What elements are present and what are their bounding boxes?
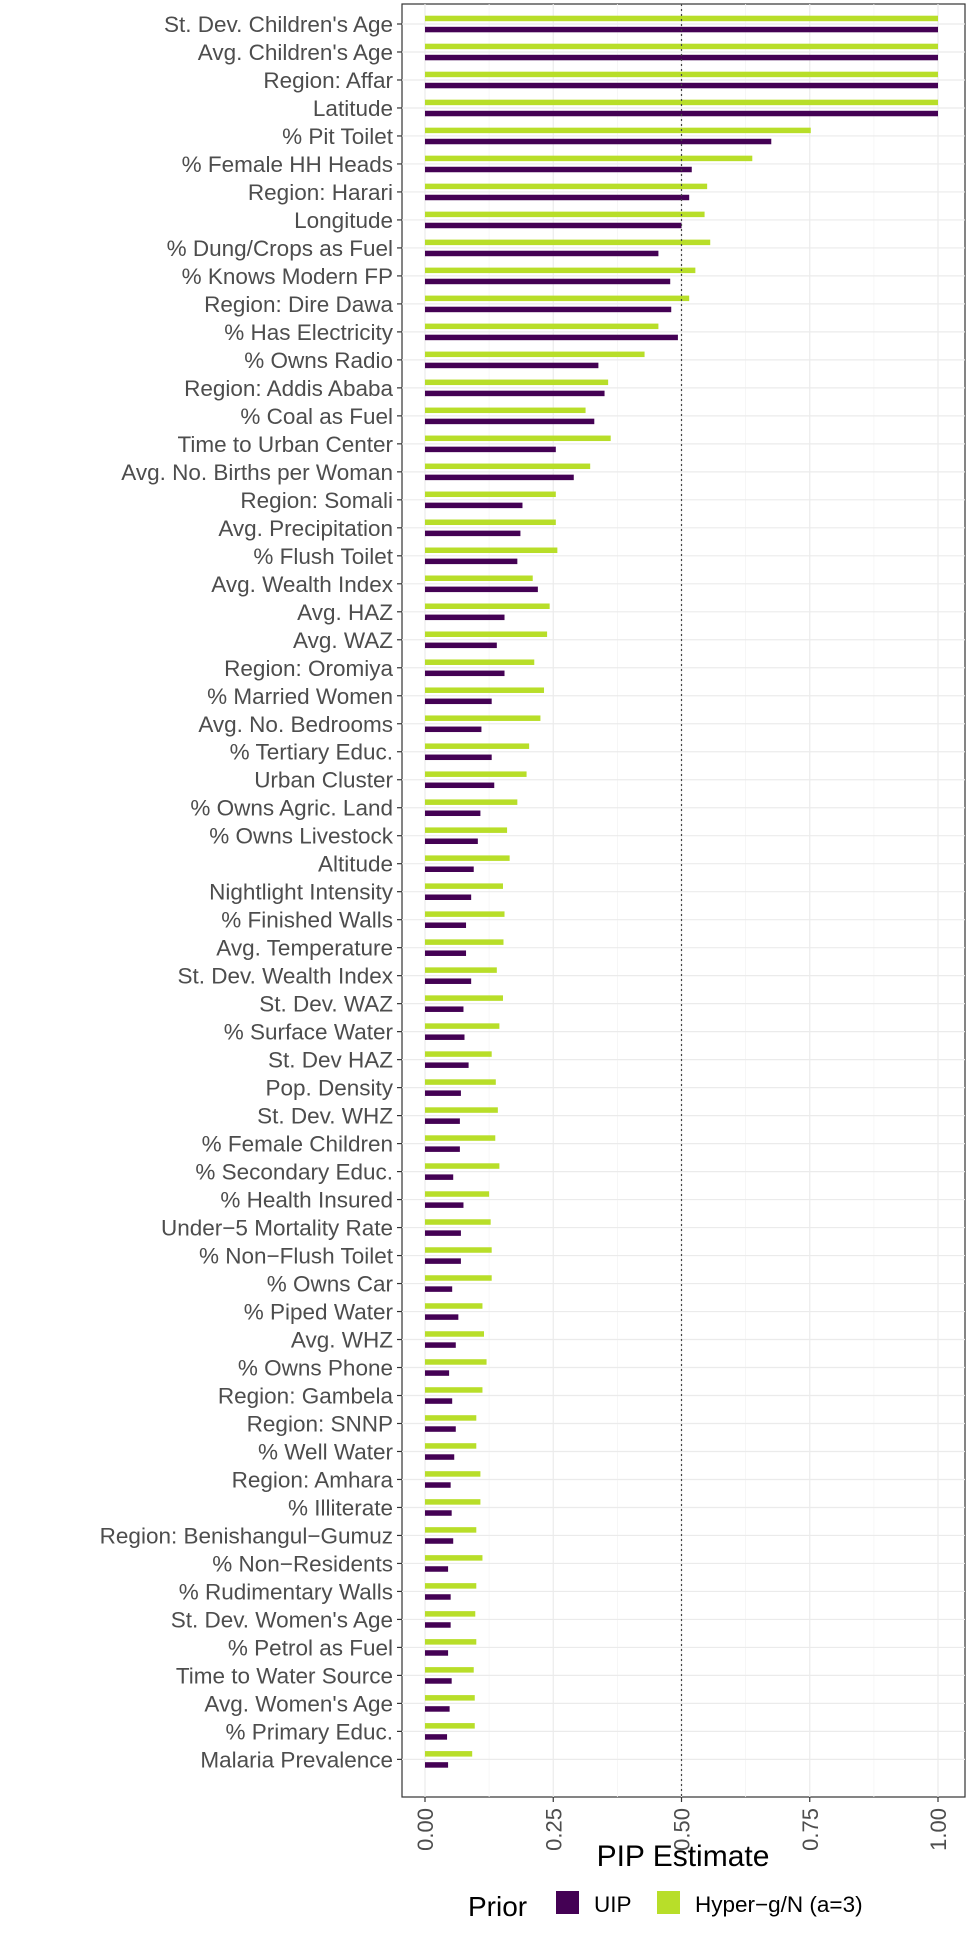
bar-uip xyxy=(425,1510,452,1516)
bar-hyper-g xyxy=(425,1359,487,1365)
bar-uip xyxy=(425,1454,454,1460)
y-axis-label: Region: Addis Ababa xyxy=(184,375,393,401)
y-axis-label: St. Dev. WAZ xyxy=(259,991,393,1017)
bar-uip xyxy=(425,1258,461,1264)
bar-hyper-g xyxy=(425,603,550,609)
bar-uip xyxy=(425,1202,463,1208)
y-axis-label: Region: Benishangul−Gumuz xyxy=(99,1523,393,1549)
bar-uip xyxy=(425,1342,456,1348)
bar-hyper-g xyxy=(425,1499,480,1505)
bar-uip xyxy=(425,447,556,453)
y-axis-label: % Illiterate xyxy=(287,1495,393,1521)
bar-hyper-g xyxy=(425,1527,476,1533)
y-axis-label: Pop. Density xyxy=(265,1075,393,1101)
bar-hyper-g xyxy=(425,1051,492,1057)
bar-uip xyxy=(425,1706,450,1712)
bar-uip xyxy=(425,811,480,817)
y-axis-label: % Finished Walls xyxy=(221,907,393,933)
bar-hyper-g xyxy=(425,212,705,218)
x-tick-label: 0.25 xyxy=(541,1808,567,1851)
bar-hyper-g xyxy=(425,1387,482,1393)
y-axis-label: St. Dev. WHZ xyxy=(257,1103,393,1129)
bar-hyper-g xyxy=(425,576,533,582)
bar-uip xyxy=(425,727,481,733)
y-axis-label: Latitude xyxy=(312,95,393,121)
bar-uip xyxy=(425,279,670,285)
bar-hyper-g xyxy=(425,1611,475,1617)
bar-hyper-g xyxy=(425,520,556,526)
y-axis-label: Region: Oromiya xyxy=(224,655,393,681)
y-axis-label: % Owns Phone xyxy=(237,1355,393,1381)
y-axis-label: Malaria Prevalence xyxy=(200,1747,393,1773)
bar-uip xyxy=(425,475,574,481)
bar-hyper-g xyxy=(425,1247,492,1253)
y-axis-label: % Owns Agric. Land xyxy=(190,795,393,821)
bar-hyper-g xyxy=(425,1163,499,1169)
bar-uip xyxy=(425,978,471,984)
bar-uip xyxy=(425,671,505,677)
bar-hyper-g xyxy=(425,436,611,442)
y-axis-label: Region: Dire Dawa xyxy=(204,291,393,317)
x-tick-label: 0.00 xyxy=(413,1808,438,1851)
y-axis-label: Avg. Precipitation xyxy=(218,515,393,541)
bar-hyper-g xyxy=(425,548,557,554)
y-axis-label: Time to Urban Center xyxy=(177,431,393,457)
y-axis-label: % Surface Water xyxy=(223,1019,393,1045)
y-axis-label: Avg. Temperature xyxy=(216,935,393,961)
bar-uip xyxy=(425,503,522,509)
legend xyxy=(468,1891,863,1922)
bar-hyper-g xyxy=(425,1079,496,1085)
bar-uip xyxy=(425,363,598,369)
y-axis-label: % Primary Educ. xyxy=(225,1719,393,1745)
bar-uip xyxy=(425,1006,463,1012)
x-tick-label: 1.00 xyxy=(926,1808,951,1851)
bar-hyper-g xyxy=(425,1583,476,1589)
x-tick-label: 0.75 xyxy=(797,1808,823,1851)
bar-uip xyxy=(425,755,492,761)
y-axis-label: % Pit Toilet xyxy=(282,123,393,149)
bar-uip xyxy=(425,251,658,257)
bar-hyper-g xyxy=(425,156,752,162)
bar-hyper-g xyxy=(425,939,503,945)
y-axis-label: Region: Gambela xyxy=(217,1383,393,1409)
bar-hyper-g xyxy=(425,715,540,721)
bar-uip xyxy=(425,1146,460,1152)
bar-hyper-g xyxy=(425,631,547,637)
bar-hyper-g xyxy=(425,240,710,246)
y-axis-label: % Owns Radio xyxy=(244,347,393,373)
x-tick-label: 0.50 xyxy=(669,1808,695,1851)
y-axis-label: % Owns Livestock xyxy=(209,823,393,849)
y-axis-label: Avg. Wealth Index xyxy=(211,571,393,597)
bar-hyper-g xyxy=(425,380,608,386)
bar-hyper-g xyxy=(425,1667,474,1673)
bar-uip xyxy=(425,1678,452,1684)
bar-hyper-g xyxy=(425,1107,498,1113)
bar-hyper-g xyxy=(425,1415,476,1421)
bar-uip xyxy=(425,615,505,621)
bar-hyper-g xyxy=(425,1023,499,1029)
y-axis-label: Region: Harari xyxy=(247,179,393,205)
bar-hyper-g xyxy=(425,408,586,414)
bar-hyper-g xyxy=(425,1219,491,1225)
y-axis-label: Urban Cluster xyxy=(254,767,393,793)
bar-uip xyxy=(425,1314,458,1320)
bar-hyper-g xyxy=(425,1135,495,1141)
bar-uip xyxy=(425,1566,448,1572)
bar-uip xyxy=(425,922,466,928)
bar-hyper-g xyxy=(425,659,534,665)
legend-title: Prior xyxy=(468,1891,528,1922)
bar-uip xyxy=(425,1370,449,1376)
y-axis-label: Region: Affar xyxy=(263,67,393,93)
y-axis-label: % Coal as Fuel xyxy=(240,403,393,429)
bar-hyper-g xyxy=(425,827,507,833)
bar-uip xyxy=(425,1286,452,1292)
y-axis-label: Avg. Women's Age xyxy=(204,1691,393,1717)
bar-uip xyxy=(425,1174,453,1180)
bar-hyper-g xyxy=(425,1555,482,1561)
y-axis-label: % Rudimentary Walls xyxy=(178,1579,393,1605)
y-axis-label: % Non−Flush Toilet xyxy=(198,1243,393,1269)
y-axis-label: % Non−Residents xyxy=(212,1551,393,1577)
bar-hyper-g xyxy=(425,883,503,889)
y-axis-label: Avg. WHZ xyxy=(290,1327,393,1353)
y-axis-label: % Has Electricity xyxy=(224,319,393,345)
bar-hyper-g xyxy=(425,296,689,302)
y-axis-labels xyxy=(100,12,402,1772)
y-axis-label: % Health Insured xyxy=(220,1187,393,1213)
y-axis-label: Longitude xyxy=(294,207,393,233)
bar-uip xyxy=(425,587,538,593)
bar-hyper-g xyxy=(425,464,590,470)
bar-uip xyxy=(425,419,594,425)
bar-uip xyxy=(425,391,605,397)
y-axis-label: Avg. No. Births per Woman xyxy=(121,459,393,485)
y-axis-label: % Petrol as Fuel xyxy=(227,1635,393,1661)
bar-hyper-g xyxy=(425,771,527,777)
bar-uip xyxy=(425,1482,451,1488)
bar-uip xyxy=(425,839,478,845)
y-axis-label: % Female Children xyxy=(201,1131,393,1157)
bar-uip xyxy=(425,783,494,789)
x-axis-title: PIP Estimate xyxy=(596,1840,770,1873)
bar-uip xyxy=(425,223,682,229)
bar-hyper-g xyxy=(425,1303,482,1309)
bar-uip xyxy=(425,1426,456,1432)
bar-hyper-g xyxy=(425,1191,489,1197)
bar-hyper-g xyxy=(425,687,544,693)
bar-uip xyxy=(425,1062,469,1068)
legend-swatch-uip xyxy=(556,1891,579,1914)
bar-uip xyxy=(425,894,471,900)
y-axis-label: % Secondary Educ. xyxy=(195,1159,393,1185)
bar-uip xyxy=(425,1762,448,1768)
bar-uip xyxy=(425,1622,451,1628)
bar-hyper-g xyxy=(425,1639,476,1645)
y-axis-label: % Tertiary Educ. xyxy=(229,739,393,765)
bar-uip xyxy=(425,531,520,537)
y-axis-label: % Married Women xyxy=(207,683,393,709)
legend-label-uip: UIP xyxy=(594,1892,632,1917)
bar-uip xyxy=(425,1398,452,1404)
bar-hyper-g xyxy=(425,1723,475,1729)
y-axis-label: % Well Water xyxy=(257,1439,393,1465)
y-axis-label: St. Dev. Women's Age xyxy=(170,1607,393,1633)
bar-uip xyxy=(425,307,671,313)
bar-hyper-g xyxy=(425,911,505,917)
bar-hyper-g xyxy=(425,1751,472,1757)
bar-uip xyxy=(425,1734,447,1740)
y-axis-label: % Dung/Crops as Fuel xyxy=(166,235,393,261)
y-axis-label: St. Dev. Children's Age xyxy=(164,12,393,37)
bar-hyper-g xyxy=(425,1275,492,1281)
bar-uip xyxy=(425,699,492,705)
bar-uip xyxy=(425,195,689,201)
bar-uip xyxy=(425,1118,460,1124)
legend-swatch-hyper-g xyxy=(657,1891,680,1914)
bar-hyper-g xyxy=(425,967,497,973)
bar-hyper-g xyxy=(425,128,811,134)
bar-uip xyxy=(425,1594,451,1600)
y-axis-label: Region: Somali xyxy=(240,487,393,513)
bar-hyper-g xyxy=(425,743,529,749)
bar-uip xyxy=(425,950,466,956)
bar-uip xyxy=(425,335,678,341)
bar-hyper-g xyxy=(425,799,517,805)
bar-uip xyxy=(425,1650,448,1656)
bar-uip xyxy=(425,559,517,565)
bar-hyper-g xyxy=(425,1443,476,1449)
bar-hyper-g xyxy=(425,855,510,861)
bar-uip xyxy=(425,167,692,173)
y-axis-label: Nightlight Intensity xyxy=(209,879,393,905)
y-axis-label: % Piped Water xyxy=(243,1299,393,1325)
y-axis-label: Avg. No. Bedrooms xyxy=(198,711,393,737)
y-axis-label: % Owns Car xyxy=(266,1271,393,1297)
y-axis-label: Avg. HAZ xyxy=(297,599,393,625)
bar-hyper-g xyxy=(425,268,695,274)
bar-uip xyxy=(425,1230,461,1236)
bar-uip xyxy=(425,1538,453,1544)
bar-uip xyxy=(425,1034,465,1040)
bar-hyper-g xyxy=(425,324,658,330)
bar-uip xyxy=(425,139,771,145)
y-axis-label: St. Dev HAZ xyxy=(267,1047,393,1073)
bar-hyper-g xyxy=(425,1331,484,1337)
y-axis-label: St. Dev. Wealth Index xyxy=(177,963,393,989)
bar-uip xyxy=(425,1090,461,1096)
bar-hyper-g xyxy=(425,995,503,1001)
bar-uip xyxy=(425,867,474,873)
y-axis-label: Altitude xyxy=(317,851,393,877)
bar-hyper-g xyxy=(425,1695,475,1701)
y-axis-label: Under−5 Mortality Rate xyxy=(161,1215,393,1241)
y-axis-label: % Knows Modern FP xyxy=(181,263,393,289)
y-axis-label: % Flush Toilet xyxy=(253,543,393,569)
y-axis-label: % Female HH Heads xyxy=(181,151,393,177)
bar-hyper-g xyxy=(425,1471,480,1477)
bar-hyper-g xyxy=(425,352,645,358)
bar-hyper-g xyxy=(425,184,707,190)
y-axis-label: Region: SNNP xyxy=(246,1411,393,1437)
y-axis-label: Time to Water Source xyxy=(175,1663,393,1689)
y-axis-label: Avg. WAZ xyxy=(292,627,393,653)
y-axis-label: Region: Amhara xyxy=(231,1467,393,1493)
legend-label-hyper-g: Hyper−g/N (a=3) xyxy=(695,1892,863,1917)
bar-hyper-g xyxy=(425,492,556,498)
y-axis-label: Avg. Children's Age xyxy=(197,39,393,65)
bar-uip xyxy=(425,643,497,649)
